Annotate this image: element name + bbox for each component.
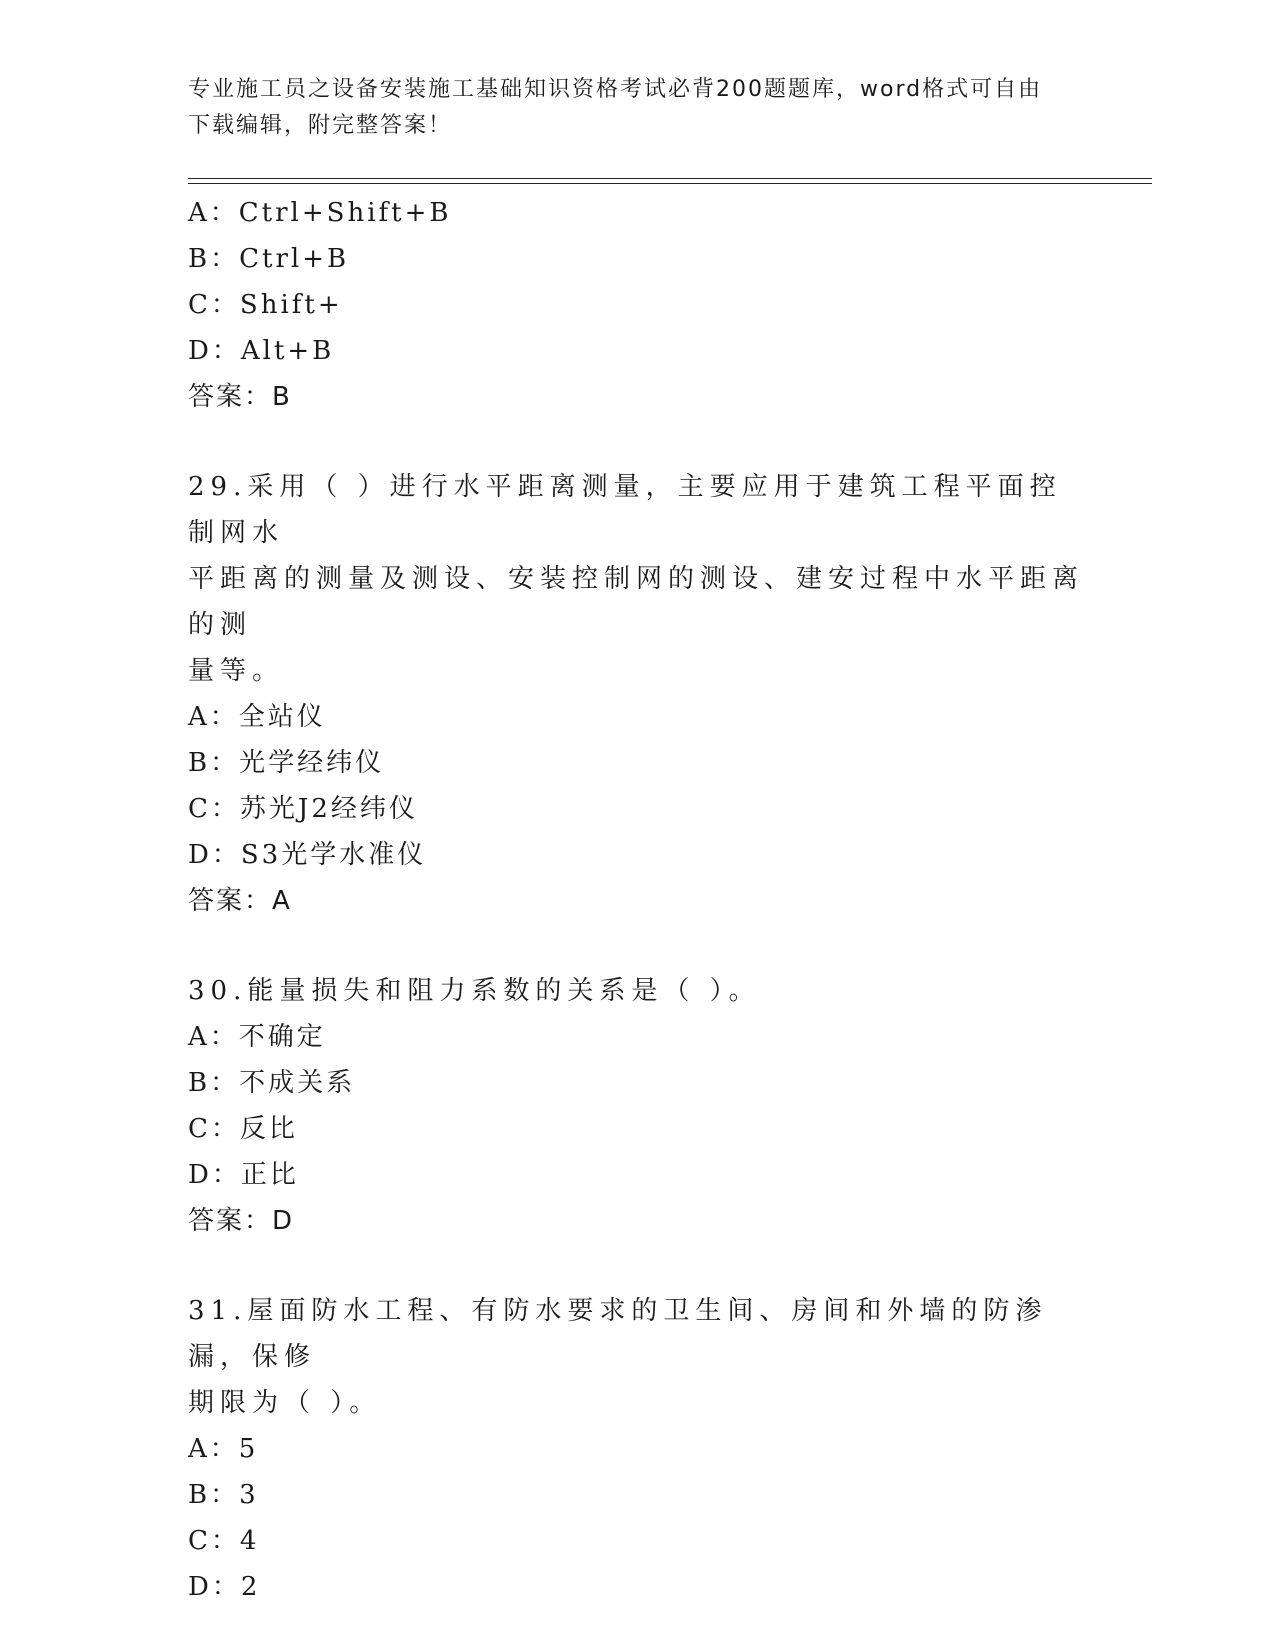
question-text-line-1: 31.屋面防水工程、有防水要求的卫生间、房间和外墙的防渗漏，保修	[188, 1296, 1048, 1372]
option-c: C：4	[188, 1526, 260, 1556]
option-b: B：Ctrl+B	[188, 244, 350, 274]
option-b: B：不成关系	[188, 1068, 356, 1098]
header-line-2: 下载编辑，附完整答案！	[188, 113, 453, 138]
option-d: D：Alt+B	[188, 336, 335, 366]
option-c: C：Shift+	[188, 290, 343, 320]
option-a: A：Ctrl+Shift+B	[188, 198, 452, 228]
option-b: B：光学经纬仪	[188, 748, 385, 778]
question-text-line-2: 平距离的测量及测设、安装控制网的测设、建安过程中水平距离的测	[188, 564, 1085, 640]
question-31	[188, 1288, 1088, 1610]
answer-line: 答案：B	[188, 382, 292, 412]
option-a: A：全站仪	[188, 702, 326, 732]
answer-line: 答案：A	[188, 886, 292, 916]
header-line-1: 专业施工员之设备安装施工基础知识资格考试必背200题题库，word格式可自由	[188, 77, 1043, 102]
question-list	[188, 190, 1088, 1610]
question-text-line-1: 29.采用（ ）进行水平距离测量，主要应用于建筑工程平面控制网水	[188, 472, 1062, 548]
option-d: D：S3光学水准仪	[188, 840, 427, 870]
document-header	[188, 72, 1088, 144]
question-29	[188, 464, 1088, 924]
option-a: A：不确定	[188, 1022, 326, 1052]
question-28	[188, 190, 1088, 420]
option-c: C：苏光J2经纬仪	[188, 794, 418, 824]
header-divider-top	[188, 178, 1152, 179]
question-text-line-1: 30.能量损失和阻力系数的关系是（ ）。	[188, 976, 761, 1006]
question-text-line-3: 量等。	[188, 656, 285, 686]
option-c: C：反比	[188, 1114, 298, 1144]
option-d: D：正比	[188, 1160, 299, 1190]
answer-line: 答案：D	[188, 1206, 295, 1236]
question-30	[188, 968, 1088, 1244]
question-text-line-2: 期限为（ ）。	[188, 1388, 382, 1418]
option-b: B：3	[188, 1480, 259, 1510]
option-d: D：2	[188, 1572, 261, 1602]
header-divider-bottom	[188, 183, 1152, 184]
option-a: A：5	[188, 1434, 259, 1464]
